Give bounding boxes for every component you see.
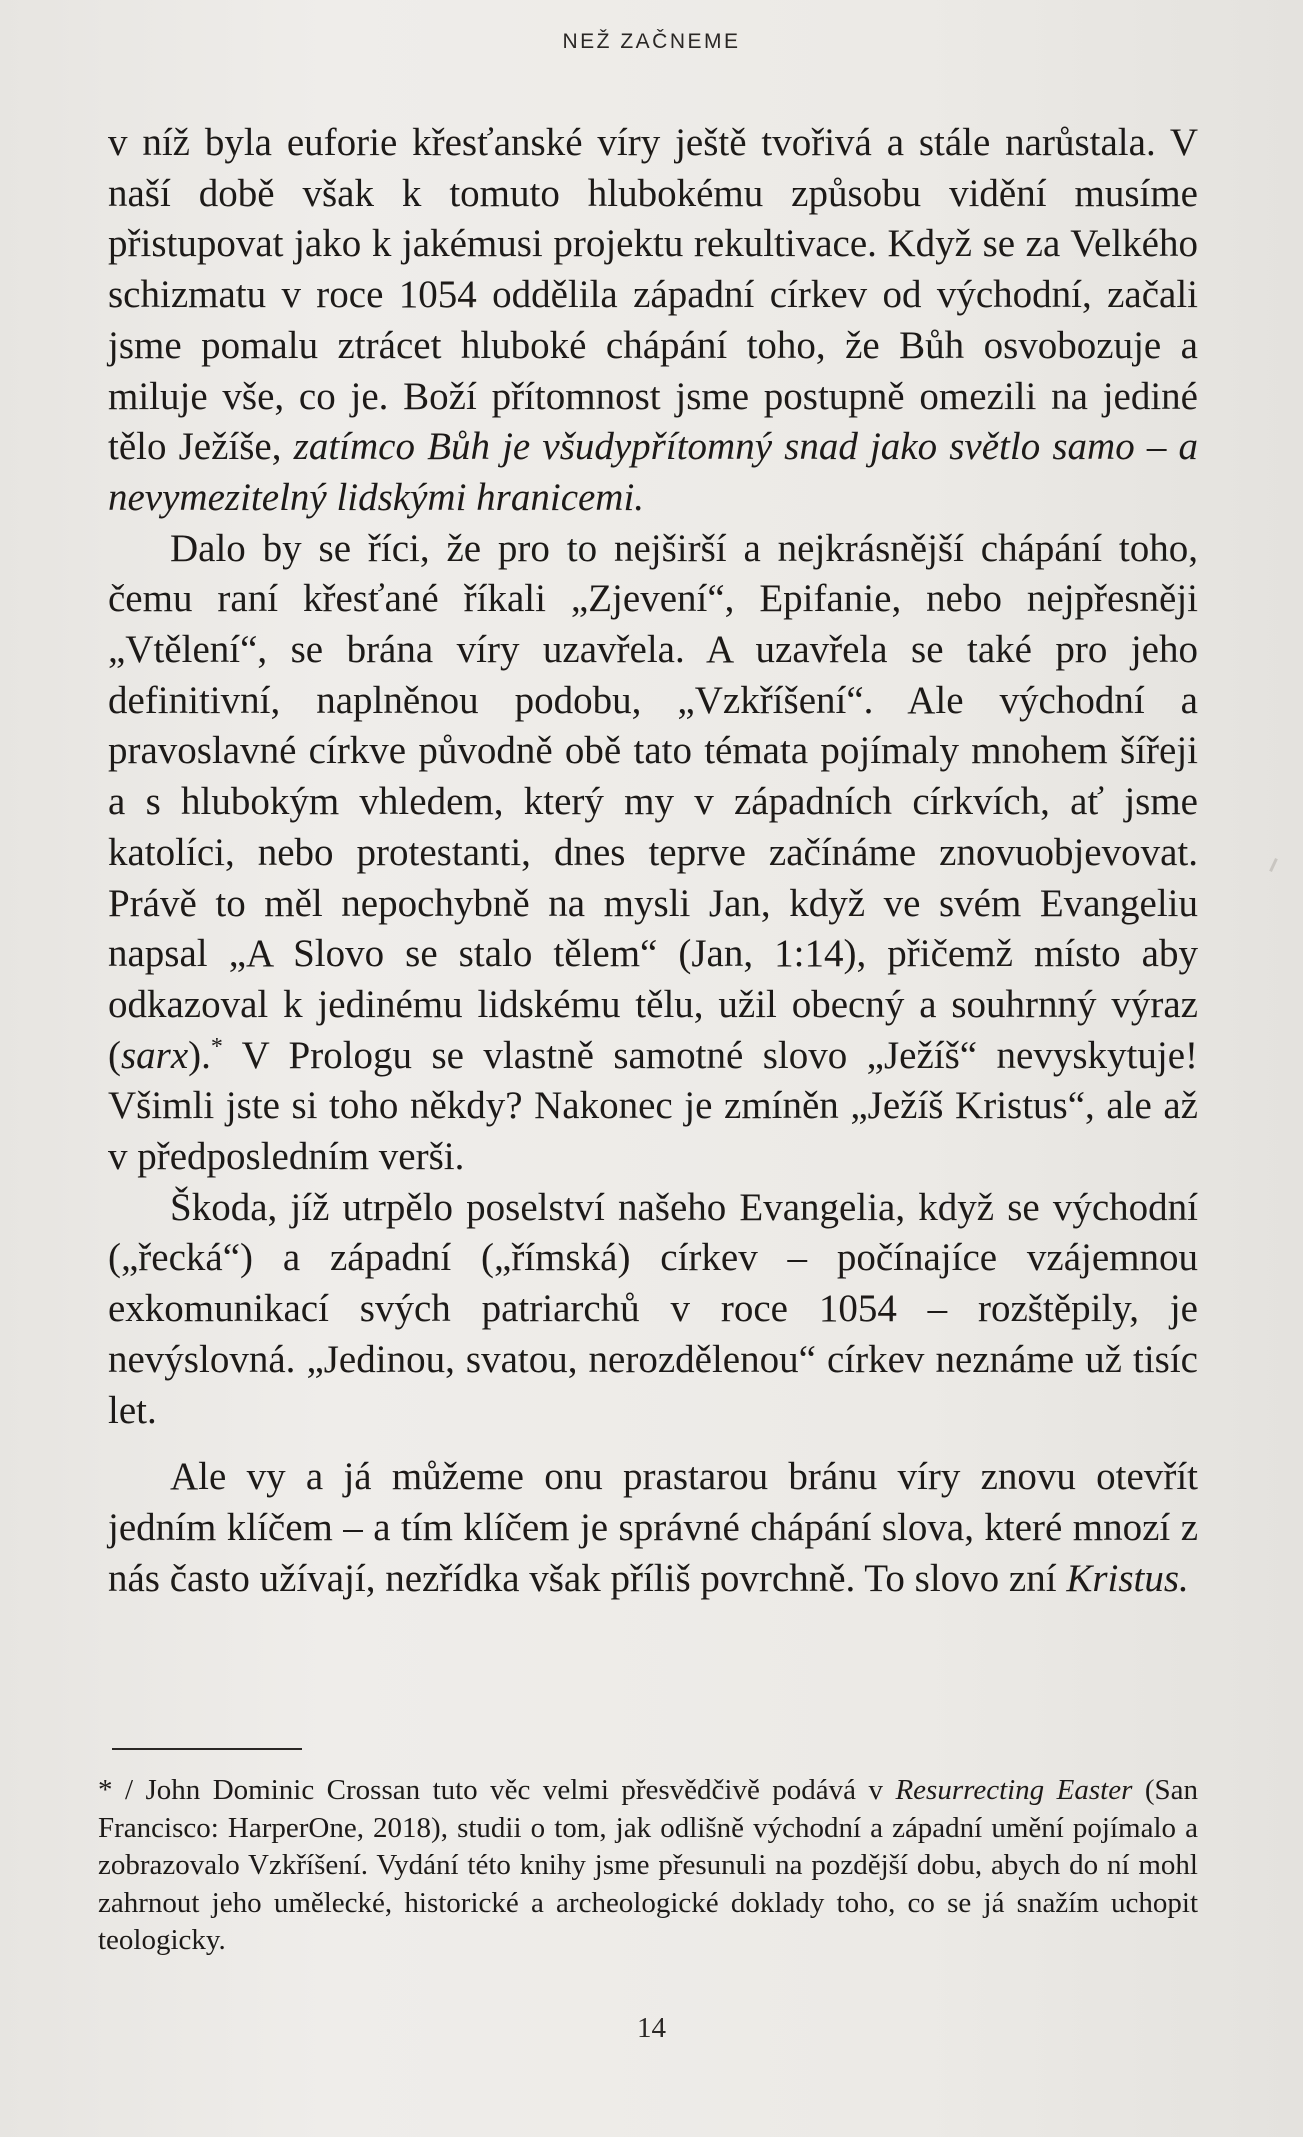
paper-speck (1269, 858, 1278, 872)
text-run: ). (188, 1033, 211, 1077)
paragraph (108, 1183, 1198, 1437)
text-run: (San Francisco: HarperOne, 2018), studii o tom, jak odlišně východní a západní umění pojímalo a zobrazovalo Vzkříšení. Vydání této knihy jsme přesunuli na pozdější dobu, abych do ní mohl zahrnout jeho umělecké, historické a archeologické doklady toho, co se já snažím uchopit teologicky. (98, 1774, 1198, 1956)
footnote-text (98, 1772, 1198, 1960)
paragraph (108, 118, 1198, 524)
text-run: Škoda, jíž utrpělo poselství našeho Evangelia, když se východní („řecká“) a západní („římská) církev – počínajíce vzájemnou exkomunikací svých patriarchů v roce 1054 – rozštěpily, je nevýslovná. „Jedinou, svatou, nerozdělenou“ církev neznáme už tisíc let. (108, 1185, 1198, 1432)
paragraph (108, 1452, 1198, 1604)
paragraph (108, 524, 1198, 1183)
body-text (108, 118, 1198, 1604)
italic-run: Kristus. (1066, 1556, 1189, 1600)
text-run: * / John Dominic Crossan tuto věc velmi přesvědčivě podává v (98, 1774, 896, 1806)
running-head: NEŽ ZAČNEME (562, 30, 741, 53)
text-run: Dalo by se říci, že pro to nejširší a nejkrásnější chápání toho, čemu raní křesťané říkali „Zjevení“, Epifanie, nebo nejpřesněji „Vtělení“, se brána víry uzavřela. A uzavřela se také pro jeho definitivní, naplněnou podobu, „Vzkříšení“. Ale východní a pravoslavné církve původně obě tato témata pojímaly mnohem šířeji a s hlubokým vhledem, který my v západních církvích, ať jsme katolíci, nebo protestanti, dnes teprve začínáme znovuobjevovat. Právě to měl nepochybně na mysli Jan, když ve svém Evangeliu napsal „A Slovo se stalo tělem“ (Jan, 1:14), přičemž místo aby odkazoval k jedinému lidskému tělu, užil obecný a souhrnný výraz ( (108, 526, 1198, 1077)
footnote-marker: * (210, 1033, 223, 1060)
footnote-rule (112, 1748, 302, 1750)
italic-run: Resurrecting Easter (895, 1774, 1133, 1806)
footnote (98, 1772, 1198, 1960)
italic-run: zatímco Bůh je všudypřítomný snad jako světlo samo – a nevymezitelný lidskými hranicemi. (108, 425, 1199, 519)
text-run: v níž byla euforie křesťanské víry ještě tvořivá a stále narůstala. V naší době však k tomuto hlubokému způsobu vidění musíme přistupovat jako k jakémusi projektu rekultivace. Když se za Velkého schizmatu v roce 1054 oddělila západní církev od východní, začali jsme pomalu ztrácet hluboké chápání toho, že Bůh osvobozuje a miluje vše, co je. Boží přítomnost jsme postupně omezili na jediné tělo Ježíše, (108, 121, 1198, 469)
italic-run: sarx (121, 1033, 189, 1077)
page-number: 14 (637, 2012, 666, 2044)
text-run: Ale vy a já můžeme onu prastarou bránu víry znovu otevřít jedním klíčem – a tím klíčem je správné chápání slova, které mnozí z nás často užívají, nezřídka však příliš povrchně. To slovo zní (108, 1455, 1198, 1600)
text-run: V Prologu se vlastně samotné slovo „Ježíš“ nevyskytuje! Všimli jste si toho někdy? Nakonec je zmíněn „Ježíš Kristus“, ale až v předposledním verši. (108, 1033, 1198, 1179)
